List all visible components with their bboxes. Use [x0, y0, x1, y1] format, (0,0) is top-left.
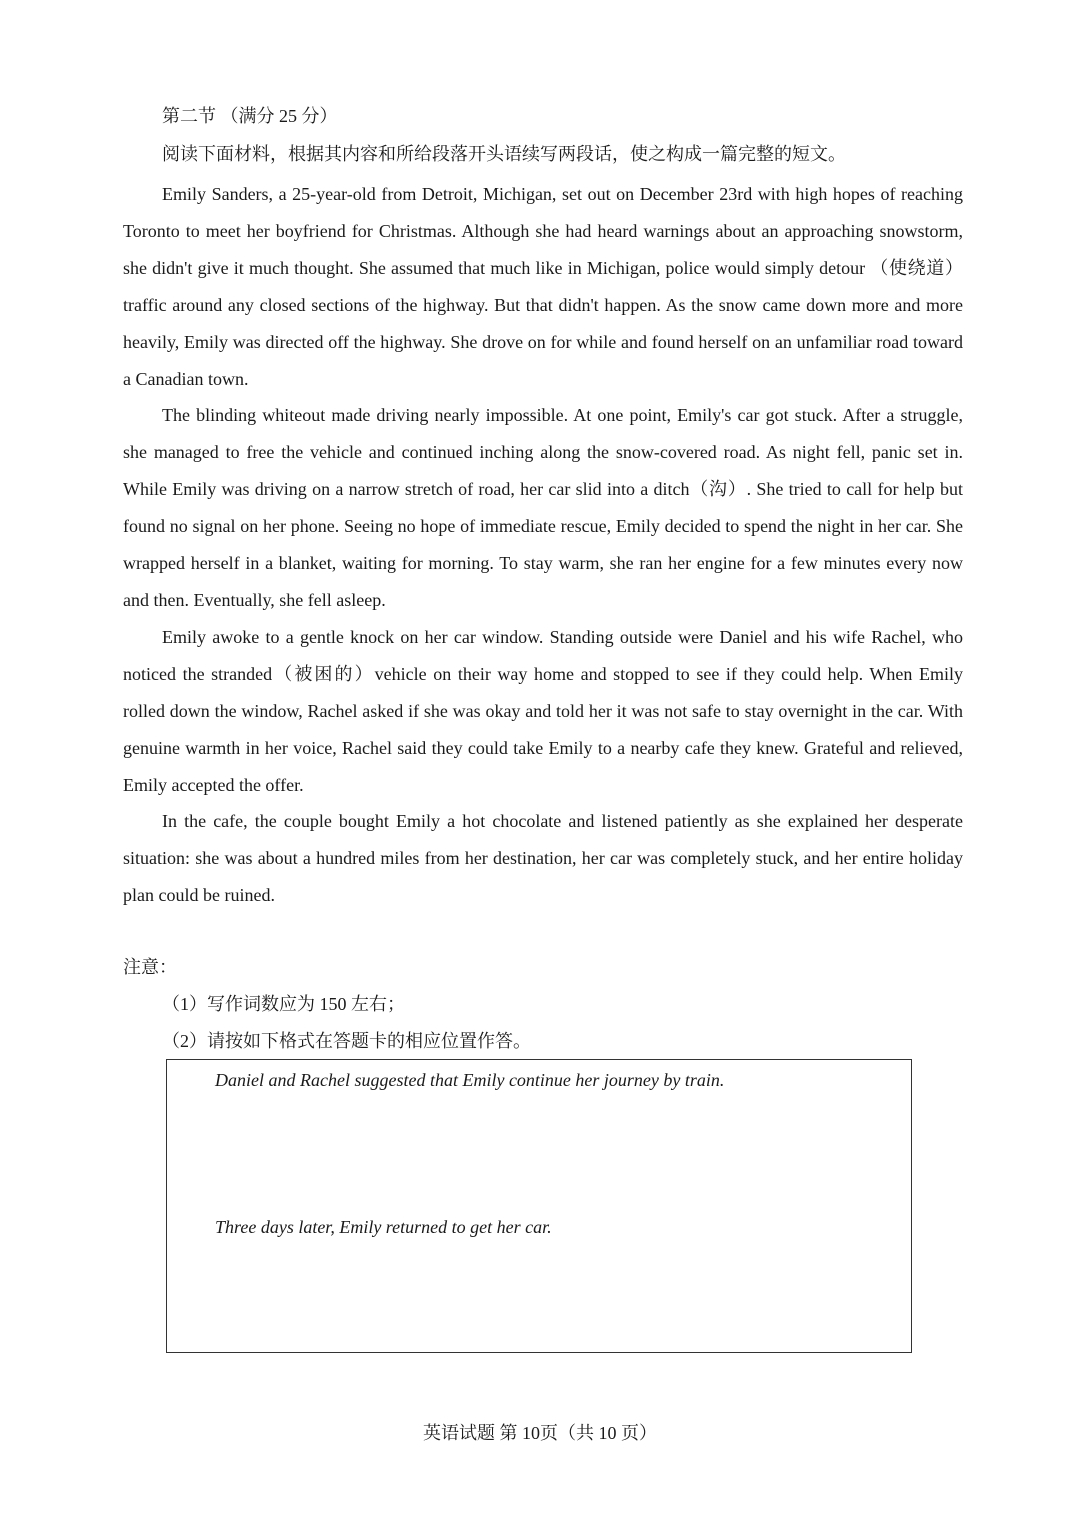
paragraph-opener-1: Daniel and Rachel suggested that Emily continue her journey by train.	[215, 1070, 725, 1090]
passage-paragraph-2: The blinding whiteout made driving nearly impossible. At one point, Emily's car got stuck. After a struggle, she managed to free the vehicle and continued inching along the snow-covered road. As night fell, panic set in. While Emily was driving on a narrow stretch of road, her car slid into a ditch（沟）. She tried to call for help but found no signal on her phone. Seeing no hope of immediate rescue, Emily decided to spend the night in her car. She wrapped herself in a blanket, waiting for morning. To stay warm, she ran her engine for a few minutes every now and then. Eventually, she fell asleep.	[123, 405, 963, 610]
passage-paragraph-1: Emily Sanders, a 25-year-old from Detroit, Michigan, set out on December 23rd with high hopes of reaching Toronto to meet her boyfriend for Christmas. Although she had heard warnings about an approaching snowstorm, she didn't give it much thought. She assumed that much like in Michigan, police would simply detour （使绕道） traffic around any closed sections of the highway. But that didn't happen. As the snow came down more and more heavily, Emily was directed off the highway. She drove on for while and found herself on an unfamiliar road toward a Canadian town.	[123, 184, 963, 389]
notes-heading: 注意：	[123, 957, 177, 977]
reading-passage	[123, 176, 963, 914]
paragraph-opener-2: Three days later, Emily returned to get her car.	[215, 1217, 552, 1237]
section-title: 第二节 （满分 25 分）	[162, 106, 338, 126]
task-instruction: 阅读下面材料，根据其内容和所给段落开头语续写两段话，使之构成一篇完整的短文。	[162, 144, 846, 164]
passage-paragraph-4: In the cafe, the couple bought Emily a hot chocolate and listened patiently as she explained her desperate situation: she was about a hundred miles from her destination, her car was completely stuck, and her entire holiday plan could be ruined.	[123, 811, 963, 906]
note-word-count: （1）写作词数应为 150 左右；	[162, 994, 405, 1014]
answer-format-box	[166, 1059, 912, 1353]
page-footer: 英语试题 第 10页（共 10 页）	[423, 1423, 657, 1443]
note-answer-format: （2）请按如下格式在答题卡的相应位置作答。	[162, 1031, 531, 1051]
passage-paragraph-3: Emily awoke to a gentle knock on her car window. Standing outside were Daniel and his wife Rachel, who noticed the stranded（被困的）vehicle on their way home and stopped to see if they could help. When Emily rolled down the window, Rachel asked if she was okay and told her it was not safe to stay overnight in the car. With genuine warmth in her voice, Rachel said they could take Emily to a nearby cafe they knew. Grateful and relieved, Emily accepted the offer.	[123, 626, 963, 795]
